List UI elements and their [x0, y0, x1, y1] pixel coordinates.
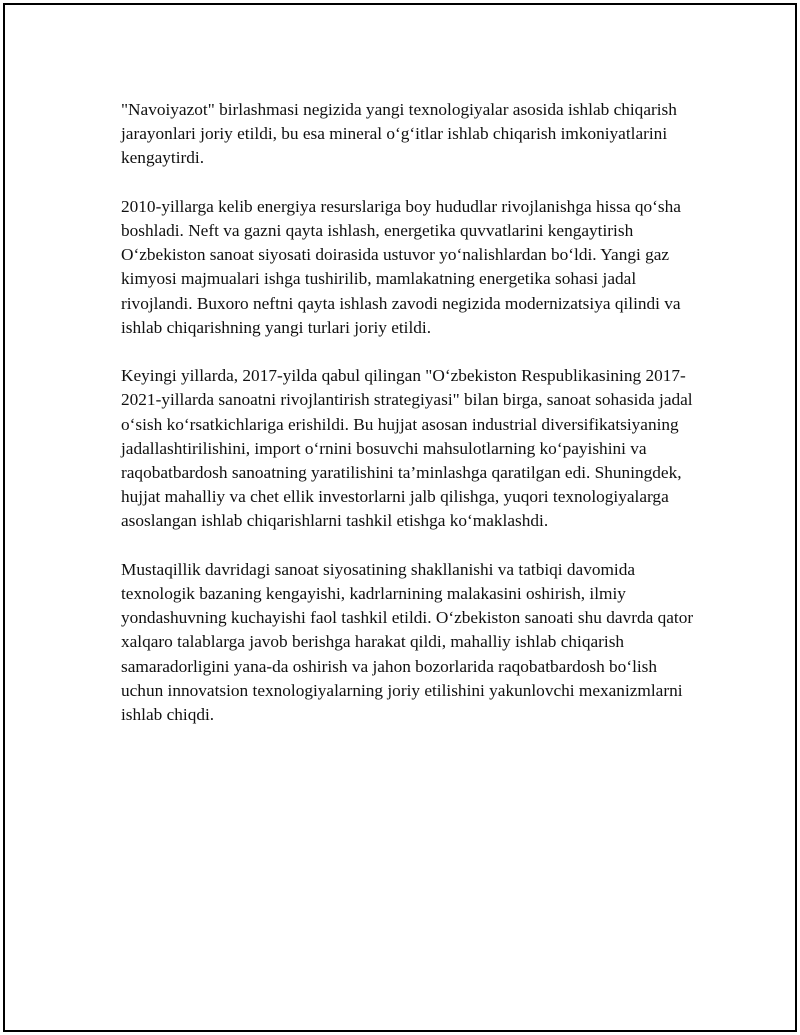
document-body — [121, 98, 701, 751]
page-border — [3, 3, 797, 1032]
paragraph-navoiyazot: "Navoiyazot" birlashmasi negizida yangi texnologiyalar asosida ishlab chiqarish jarayonlari joriy etildi, bu esa mineral oʻgʻitlar ishlab chiqarish imkoniyatlarini kengaytirdi. — [121, 100, 677, 168]
paragraph-industrial-policy: Mustaqillik davridagi sanoat siyosatining shakllanishi va tatbiqi davomida texnologik bazaning kengayishi, kadrlarnining malakasini oshirish, ilmiy yondashuvning kuchayishi faol tashkil etildi. Oʻzbekiston sanoati shu davrda qator xalqaro talablarga javob berishga harakat qildi, mahalliy ishlab chiqarish samaradorligini yana-da oshirish va jahon bozorlarida raqobatbardosh boʻlish uchun innovatsion texnologiyalarning joriy etilishini yakunlovchi mexanizmlarni ishlab chiqdi. — [121, 559, 694, 725]
paragraph-2017-strategy: Keyingi yillarda, 2017-yilda qabul qilingan "Oʻzbekiston Respublikasining 2017-2021-yillarda sanoatni rivojlantirish strategiyasi" bilan birga, sanoat sohasida jadal oʻsish koʻrsatkichlariga erishildi. Bu hujjat asosan industrial diversifikatsiyaning jadallashtirilishini, import oʻrnini bosuvchi mahsulotlarning koʻpayishini va raqobatbardosh sanoatning yaratilishini ta’minlashga qaratilgan edi. Shuningdek, hujjat mahalliy va chet ellik investorlarni jalb qilishga, yuqori texnologiyalarga asoslangan ishlab chiqarishlarni tashkil etishga koʻmaklashdi. — [121, 366, 693, 531]
paragraph-2010s-energy: 2010-yillarga kelib energiya resurslariga boy hududlar rivojlanishga hissa qoʻsha boshladi. Neft va gazni qayta ishlash, energetika quvvatlarini kengaytirish Oʻzbekiston sanoat siyosati doirasida ustuvor yoʻnalishlardan boʻldi. Yangi gaz kimyosi majmualari ishga tushirilib, mamlakatning energetika sohasi jadal rivojlandi. Buxoro neftni qayta ishlash zavodi negizida modernizatsiya qilindi va ishlab chiqarishning yangi turlari joriy etildi. — [121, 196, 681, 337]
